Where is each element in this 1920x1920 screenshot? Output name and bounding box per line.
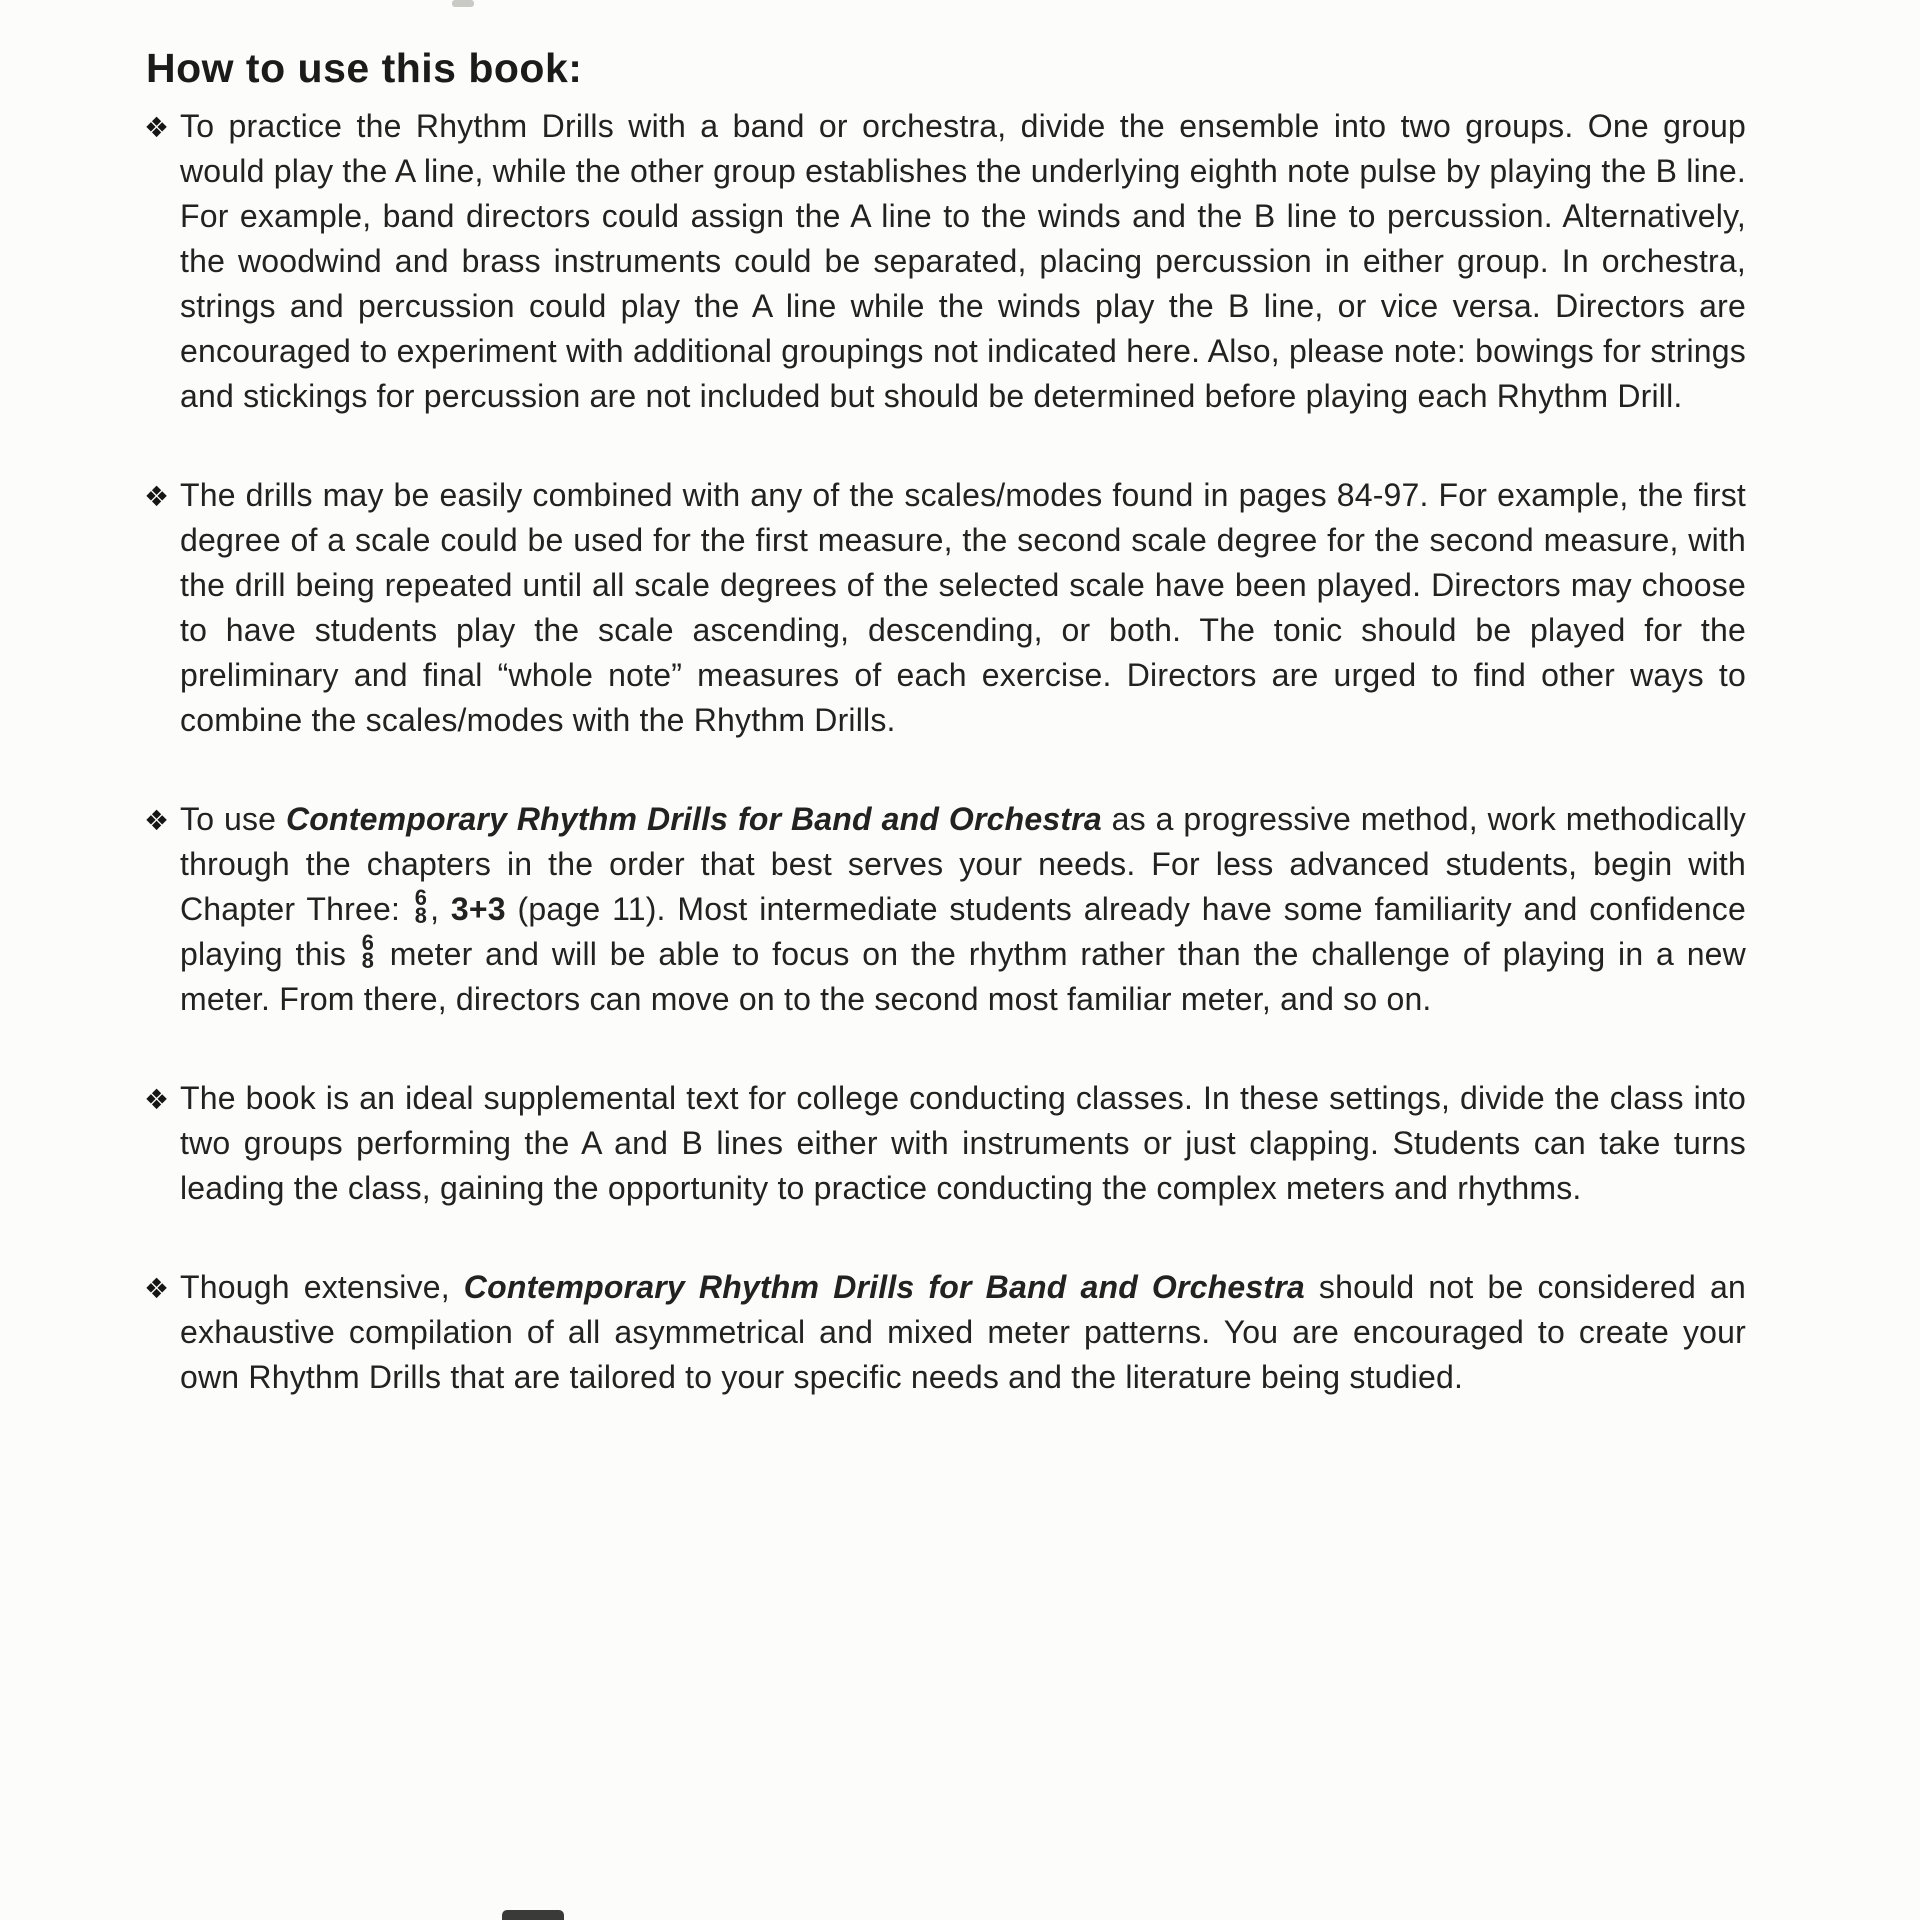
bullet-paragraph [146,1076,1746,1211]
time-signature-fraction: 6 8 [414,884,428,928]
page-title: How to use this book: [146,45,583,92]
diamond-bullet-icon: ❖ [144,112,170,143]
paragraph-text: The drills may be easily combined with any of the scales/modes found in pages 84-97. For example, the first degree of a scale could be used for the first measure, the second scale degree for the second measure, with the drill being repeated until all scale degrees of the selected scale have been played. Directors may choose to have students play the scale ascending, descending, or both. The tonic should be played for the preliminary and final “whole note” measures of each exercise. Directors are urged to find other ways to combine the scales/modes with the Rhythm Drills. [180,477,1746,738]
bullet-paragraph [146,797,1746,1022]
scan-artifact [452,0,474,7]
bullet-paragraph [146,104,1746,419]
paragraph-text: The book is an ideal supplemental text for college conducting classes. In these settings, divide the class into two groups performing the A and B lines either with instruments or just clapping. Students can take turns leading the class, gaining the opportunity to practice conducting the complex meters and rhythms. [180,1080,1746,1206]
diamond-bullet-icon: ❖ [144,805,170,836]
paragraph-text: To use Contemporary Rhythm Drills for Band and Orchestra as a progressive method, work methodically through the chapters in the order that best serves your needs. For less advanced students, begin with Chapter Three: 6 8 , 3+3 (page 11). Most intermediate students already have some familiarity and confidence playing this 6 8 meter and will be able to focus on the rhythm rather than the challenge of playing in a new meter. From there, directors can move on to the second most familiar meter, and so on. [180,801,1746,1017]
scan-artifact [502,1910,564,1920]
bullet-list [146,104,1746,1400]
bullet-paragraph [146,1265,1746,1400]
diamond-bullet-icon: ❖ [144,1084,170,1115]
diamond-bullet-icon: ❖ [144,1273,170,1304]
paragraph-text: To practice the Rhythm Drills with a band or orchestra, divide the ensemble into two groups. One group would play the A line, while the other group establishes the underlying eighth note pulse by playing the B line. For example, band directors could assign the A line to the winds and the B line to percussion. Alternatively, the woodwind and brass instruments could be separated, placing percussion in either group. In orchestra, strings and percussion could play the A line while the winds play the B line, or vice versa. Directors are encouraged to experiment with additional groupings not indicated here. Also, please note: bowings for strings and stickings for percussion are not included but should be determined before playing each Rhythm Drill. [180,108,1746,414]
paragraph-text: Though extensive, Contemporary Rhythm Drills for Band and Orchestra should not be considered an exhaustive compilation of all asymmetrical and mixed meter patterns. You are encouraged to create your own Rhythm Drills that are tailored to your specific needs and the literature being studied. [180,1269,1746,1395]
bullet-paragraph [146,473,1746,743]
time-signature-fraction: 6 8 [361,929,375,973]
diamond-bullet-icon: ❖ [144,481,170,512]
